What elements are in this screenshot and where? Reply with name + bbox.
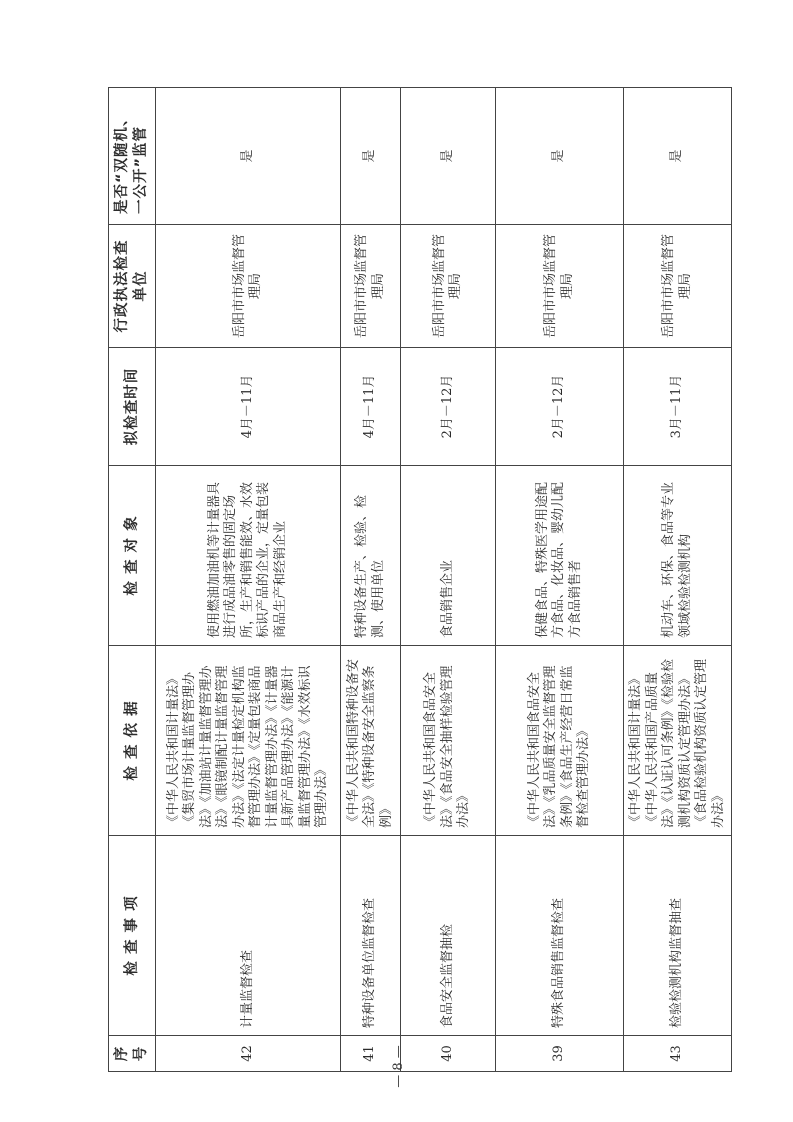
row-time: 2月－12月 [496, 348, 624, 466]
header-basis: 检 查 依 据 [109, 646, 156, 836]
row-basis: 《中华人民共和国食品安全法》《乳品质量安全监督管理条例》《食品生产经营日常监督检查管理办法》 [496, 646, 624, 836]
table-row [401, 88, 496, 1072]
page-number-text: — 8 — [390, 1044, 406, 1088]
row-target: 特种设备生产、检验、检测、使用单位 [341, 466, 401, 646]
row-target: 食品销售企业 [401, 466, 496, 646]
inspection-table-frame [108, 88, 726, 1072]
row-item: 食品安全监督抽检 [401, 836, 496, 1036]
row-unit: 岳阳市市场监督管理局 [496, 225, 624, 348]
row-unit: 岳阳市市场监督管理局 [624, 225, 732, 348]
row-public: 是 [496, 88, 624, 225]
row-time: 4月－11月 [156, 348, 341, 466]
row-unit: 岳阳市市场监督管理局 [401, 225, 496, 348]
row-basis: 《中华人民共和国特种设备安全法》《特种设备安全监察条例》 [341, 646, 401, 836]
inspection-plan-table [108, 87, 732, 1072]
row-item: 计量监督检查 [156, 836, 341, 1036]
header-target: 检 查 对 象 [109, 466, 156, 646]
row-public: 是 [401, 88, 496, 225]
header-item: 检 查 事 项 [109, 836, 156, 1036]
page-number [383, 1026, 413, 1106]
row-basis: 《中华人民共和国计量法》《集贸市场计量监督管理办法》《加油站计量监督管理办法》《眼镜制配计量监督管理办法》《法定计量检定机构监督管理办法》《定量包装商品计量监督管理办法》《计量器具新产品管理办法》《能源计量监督管理办法》《水效标识管理办法》 [156, 646, 341, 836]
row-item: 检验检测机构监督抽查 [624, 836, 732, 1036]
table-row [156, 88, 341, 1072]
row-item: 特殊食品销售监督检查 [496, 836, 624, 1036]
row-public: 是 [624, 88, 732, 225]
row-item: 特种设备单位监督检查 [341, 836, 401, 1036]
row-seq: 39 [496, 1036, 624, 1072]
header-unit: 行政执法检查单位 [109, 225, 156, 348]
row-public: 是 [341, 88, 401, 225]
header-seq: 序号 [109, 1036, 156, 1072]
row-target: 保健食品、特殊医学用途配方食品、化妆品、婴幼儿配方食品销售者 [496, 466, 624, 646]
row-public: 是 [156, 88, 341, 225]
table-row [496, 88, 624, 1072]
table-row [624, 88, 732, 1072]
row-unit: 岳阳市市场监督管理局 [156, 225, 341, 348]
row-seq: 43 [624, 1036, 732, 1072]
row-basis: 《中华人民共和国食品安全法》《食品安全抽样检验管理办法》 [401, 646, 496, 836]
row-seq: 41 [341, 1036, 401, 1072]
row-seq: 42 [156, 1036, 341, 1072]
header-public: 是否“双随机、一公开”监管 [109, 88, 156, 225]
row-target: 机动车、环保、食品等专业领域检验检测机构 [624, 466, 732, 646]
row-basis: 《中华人民共和国计量法》《中华人民共和国产品质量法》《认证认可条例》《检验检测机构资质认定管理办法》《食品检验机构资质认定管理办法》 [624, 646, 732, 836]
row-target: 使用燃油加油机等计量器具进行成品油零售的固定场所，生产和销售能效、水效标识产品的企业，定量包装商品生产和经销企业 [156, 466, 341, 646]
table-row [341, 88, 401, 1072]
row-seq: 40 [401, 1036, 496, 1072]
row-unit: 岳阳市市场监督管理局 [341, 225, 401, 348]
header-time: 拟检查时间 [109, 348, 156, 466]
row-time: 2月－12月 [401, 348, 496, 466]
table-header-row [109, 88, 156, 1072]
row-time: 4月－11月 [341, 348, 401, 466]
row-time: 3月－11月 [624, 348, 732, 466]
